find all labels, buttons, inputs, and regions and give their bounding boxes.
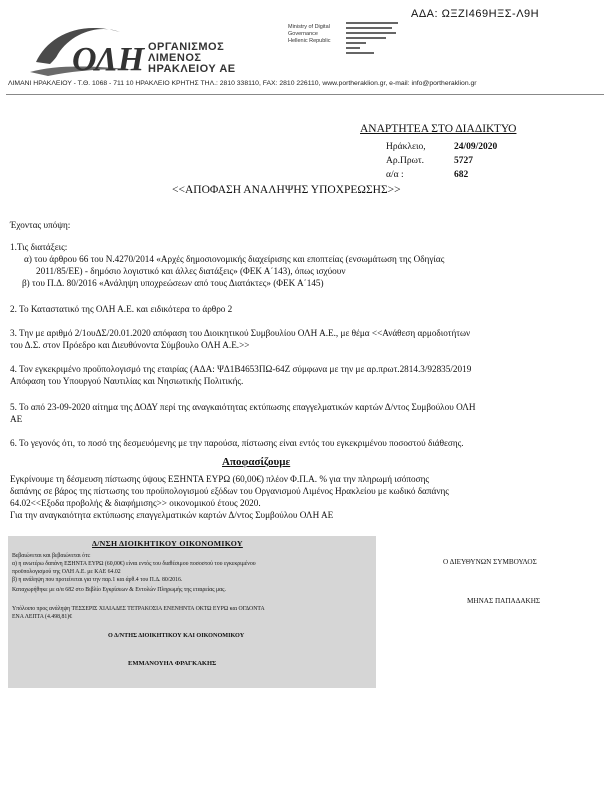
contact-line: ΛΙΜΑΝΙ ΗΡΑΚΛΕΙΟΥ - Τ.Θ. 1068 - 711 10 ΗΡΑΚΛΕΙΟ ΚΡΗΤΗΣ ΤΗΛ.: 2810 338110, FAX: 2810 226110, www.portheraklion.gr, e-mail: info@portheraklion.gr <box>8 80 477 87</box>
item-3-line-1: 3. Την με αριθμό 2/1ουΔΣ/20.01.2020 απόφαση του Διοικητικού Συμβουλίου ΟΛΗ Α.Ε., με θέμα <<Ανάθεση αρμοδιοτήτων <box>10 328 471 338</box>
ceo-name: ΜΗΝΑΣ ΠΑΠΑΔΑΚΗΣ <box>467 597 541 605</box>
finance-box-line: προϋπολογισμού της ΟΛΗ Α.Ε. με ΚΑΕ 64.02 <box>12 569 121 575</box>
meta-value-aa: 682 <box>454 170 469 180</box>
meta-value-protocol: 5727 <box>454 156 473 166</box>
finance-director-role: Ο Δ/ΝΤΗΣ ΔΙΟΙΚΗΤΙΚΟΥ ΚΑΙ ΟΙΚΟΝΟΜΙΚΟΥ <box>108 632 245 639</box>
finance-box-title: Δ/ΝΣΗ ΔΙΟΙΚΗΤΙΚΟΥ ΟΙΚΟΝΟΜΙΚΟΥ <box>92 539 243 548</box>
decision-title: <<ΑΠΟΦΑΣΗ ΑΝΑΛΗΨΗΣ ΥΠΟΧΡΕΩΣΗΣ>> <box>172 184 401 196</box>
org-name <box>148 42 236 75</box>
item-5-line-2: ΑΕ <box>10 414 23 424</box>
ceo-role: Ο ΔΙΕΥΘΥΝΩΝ ΣΥΜΒΟΥΛΟΣ <box>443 558 537 566</box>
meta-label-place: Ηράκλειο, <box>386 142 426 152</box>
finance-box-line: Καταχωρήθηκε με α/α 682 στο Βιβλίο Εγκρίσεων & Εντολών Πληρωμής της εταιρείας μας. <box>12 587 226 593</box>
approve-line-2: δαπάνης σε βάρος της πίστωσης του προϋπολογισμού εξόδων του Οργανισμού Λιμένος Ηρακλείου με κωδικό δαπάνης <box>10 486 449 496</box>
apofasizoume-heading: Αποφασίζουμε <box>222 456 291 468</box>
finance-box-line: Βεβαιώνεται και βεβαιώνεται ότι: <box>12 553 91 559</box>
ministry-line: Ministry of Digital <box>288 24 330 30</box>
approve-line-1: Εγκρίνουμε τη δέσμευση πίστωσης ύψους ΕΞΗΝΤΑ ΕΥΡΩ (60,00€) πλέον Φ.Π.Α. % για την πληρωμή ισόποσης <box>10 474 430 484</box>
ministry-line: Governance <box>288 31 318 37</box>
intro-text: Έχοντας υπόψη: <box>10 220 71 230</box>
item-6: 6. Το γεγονός ότι, το ποσό της δεσμευόμενης με την παρούσα, πίστωσης είναι εντός του εγκεκριμένου ποσοστού διάθεσης. <box>10 438 464 448</box>
finance-box-line: β) η ανάληψη που προτείνεται για την παρ.1 και άρθ.4 του Π.Δ. 80/2016. <box>12 577 183 583</box>
org-name-line: ΛΙΜΕΝΟΣ <box>148 52 202 64</box>
finance-box-amount: ΕΝΑ ΛΕΠΤΑ (4.498,81)€ <box>12 614 73 620</box>
finance-box-amount: Υπόλοιπο προς ανάληψη ΤΕΣΣΕΡΙΣ ΧΙΛΙΑΔΕΣ ΤΕΤΡΑΚΟΣΙΑ ΕΝΕΝΗΝΤΑ ΟΚΤΩ ΕΥΡΩ και ΟΓΔΟΝΤΑ <box>12 606 265 612</box>
ministry-label <box>288 24 331 45</box>
item-1a-line-1: α) του άρθρου 66 του Ν.4270/2014 «Αρχές δημοσιονομικής διαχείρισης και εποπτείας (ενσωμάτωση της Οδηγίας <box>24 254 445 264</box>
header-divider <box>6 94 604 95</box>
item-3-line-2: του Δ.Σ. στον Πρόεδρο και Διευθύνοντα Σύμβουλο ΟΛΗ Α.Ε.>> <box>10 340 250 350</box>
item-2: 2. Το Καταστατικό της ΟΛΗ Α.Ε. και ειδικότερα το άρθρο 2 <box>10 304 233 314</box>
meta-label-protocol: Αρ.Πρωτ. <box>386 156 425 166</box>
org-name-line: ΟΡΓΑΝΙΣΜΟΣ <box>148 41 225 53</box>
approve-line-4: Για την αναγκαιότητα εκτύπωσης επαγγελματικών καρτών Δ/ντος Συμβούλου ΟΛΗ ΑΕ <box>10 510 334 520</box>
digital-signature-stamp <box>346 20 410 54</box>
signature-stamp-text <box>346 20 410 56</box>
item-1-title: 1.Τις διατάξεις: <box>10 242 68 252</box>
ada-code: ΑΔΑ: ΩΞΖΙ469ΗΞΣ-Λ9Η <box>411 8 540 20</box>
finance-box-line: α) η ανωτέρω δαπάνη ΕΞΗΝΤΑ ΕΥΡΩ (60,00€) είναι εντός του διαθέσιμου ποσοστού του εγκεκριμένου <box>12 561 256 567</box>
item-4-line-1: 4. Τον εγκεκριμένο προϋπολογισμό της εταιρίας (ΑΔΑ: ΨΔ1Β4653ΠΩ-64Ζ σύμφωνα με την με αρ.πρωτ.2814.3/92835/2019 <box>10 364 472 374</box>
item-1b: β) του Π.Δ. 80/2016 «Ανάληψη υποχρεώσεων από τους Διατάκτες» (ΦΕΚ Α΄145) <box>22 278 324 288</box>
item-1a-line-2: 2011/85/ΕΕ) - δημόσιο λογιστικό και άλλες διατάξεις» (ΦΕΚ Α΄143), όπως ισχύουν <box>36 266 346 276</box>
org-name-line: ΗΡΑΚΛΕΙΟΥ ΑΕ <box>148 63 236 75</box>
ministry-line: Hellenic Republic <box>288 38 331 44</box>
item-4-line-2: Απόφαση του Υπουργού Ναυτιλίας και Νησιωτικής Πολιτικής. <box>10 376 244 386</box>
item-5-line-1: 5. Το από 23-09-2020 αίτημα της ΔΟΔΥ περί της αναγκαιότητας εκτύπωσης επαγγελματικών καρτών Δ/ντος Συμβούλου ΟΛΗ <box>10 402 476 412</box>
finance-director-name: ΕΜΜΑΝΟΥΗΛ ΦΡΑΓΚΑΚΗΣ <box>128 660 217 667</box>
approve-line-3: 64.02<<Εξοδα προβολής & διαφήμισης>> οικονομικού έτους 2020. <box>10 498 261 508</box>
meta-label-aa: α/α : <box>386 170 404 180</box>
anartitea-label: ΑΝΑΡΤΗΤΕΑ ΣΤΟ ΔΙΑΔΙΚΤΥΟ <box>360 123 517 135</box>
svg-text:ΟΛΗ: ΟΛΗ <box>72 41 145 78</box>
meta-value-date: 24/09/2020 <box>454 142 498 152</box>
